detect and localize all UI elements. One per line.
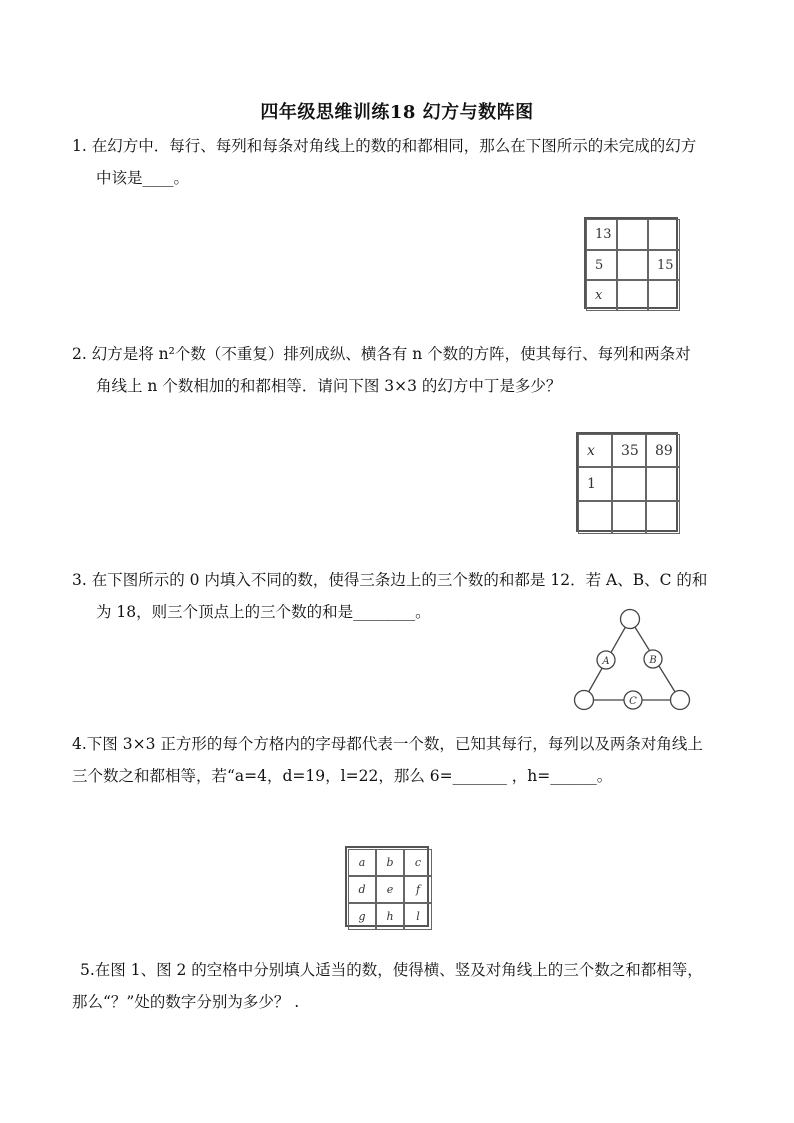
vertex-circle-right — [671, 691, 690, 710]
q1-cell: 15 — [648, 250, 680, 280]
q4-cell: b — [376, 849, 404, 876]
q2-cell — [612, 501, 646, 534]
q2-text-line2: 角线上 n 个数相加的和都相等．请问下图 3×3 的幻方中丁是多少？ — [96, 377, 562, 395]
q4-cell: d — [348, 876, 376, 903]
q1-cell — [617, 250, 648, 280]
label-a: A — [602, 656, 610, 667]
q4-cell: a — [348, 849, 376, 876]
q1-cell: 5 — [586, 250, 617, 280]
q2-cell — [612, 467, 646, 501]
label-c: C — [629, 696, 637, 707]
q4-cell: l — [404, 903, 432, 930]
q5-text-line2: 那么“？”处的数字分别为多少？ . — [72, 993, 300, 1011]
vertex-circle-top — [621, 610, 640, 629]
q1-cell — [617, 219, 648, 250]
q2-cell: 1 — [578, 467, 612, 501]
q1-cell: 13 — [586, 219, 617, 250]
vertex-circle-left — [575, 691, 594, 710]
q2-cell — [578, 501, 612, 534]
q1-cell — [648, 280, 680, 311]
q2-cell: 35 — [612, 434, 646, 467]
q1-cell — [648, 219, 680, 250]
q3-text-line1: 3. 在下图所示的 0 内填入不同的数，使得三条边上的三个数的和都是 12．若 A、B、C 的和 — [72, 571, 708, 589]
q1-text-line1: 1. 在幻方中．每行、每列和每条对角线上的数的和都相同，那么在下图所示的未完成的幻方 — [72, 137, 697, 155]
q2-cell — [646, 501, 680, 534]
q1-cell — [617, 280, 648, 311]
q1-text-line2: 中该是____。 — [96, 169, 190, 187]
q4-cell: h — [376, 903, 404, 930]
q3-text-line2: 为 18，则三个顶点上的三个数的和是________。 — [96, 603, 431, 621]
q4-text-line1: 4.下图 3×3 正方形的每个方格内的字母都代表一个数，已知其每行，每列以及两条对角线上 — [72, 735, 703, 753]
q2-cell — [646, 467, 680, 501]
q1-cell: x — [586, 280, 617, 311]
q2-cell: 89 — [646, 434, 680, 467]
q1-magic-square — [584, 217, 678, 309]
q2-text-line1: 2. 幻方是将 n²个数（不重复）排列成纵、横各有 n 个数的方阵，使其每行、每列和两条对 — [72, 345, 691, 363]
q5-text-line1: 5.在图 1、图 2 的空格中分别填人适当的数，使得横、竖及对角线上的三个数之和都相等， — [80, 961, 703, 979]
label-b: B — [649, 655, 657, 666]
q4-cell: f — [404, 876, 432, 903]
q2-cell: x — [578, 434, 612, 467]
q4-cell: c — [404, 849, 432, 876]
q3-triangle-diagram — [560, 600, 700, 712]
q4-cell: e — [376, 876, 404, 903]
page-title: 四年级思维训练18 幻方与数阵图 — [260, 102, 534, 123]
q2-magic-square — [576, 432, 678, 532]
q4-text-line2: 三个数之和都相等，若“a=4，d=19，l=22，那么 6=_______ ，h=______。 — [72, 767, 613, 785]
q4-cell: g — [348, 903, 376, 930]
q4-letter-square — [345, 846, 429, 927]
